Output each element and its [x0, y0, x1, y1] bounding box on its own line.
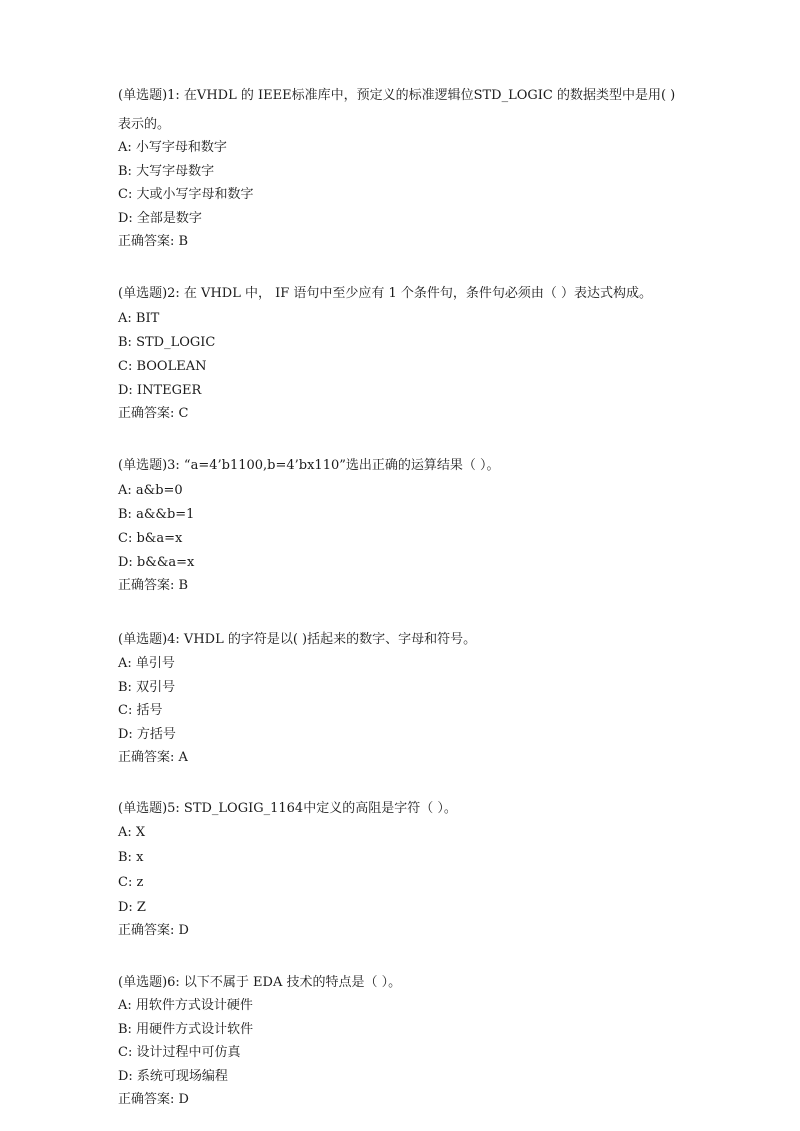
option-d: D: 方括号 — [118, 727, 176, 742]
question-stem: (单选题)2: 在 VHDL 中， IF 语句中至少应有 1 个条件句，条件句必须由（ ）表达式构成。 — [118, 286, 653, 301]
option-c: C: BOOLEAN — [118, 359, 207, 374]
option-c: C: 设计过程中可仿真 — [118, 1045, 241, 1060]
option-c: C: 大或小写字母和数字 — [118, 187, 254, 202]
question-stem: (单选题)3: “a=4’b1100,b=4’bx110”选出正确的运算结果（ ）。 — [118, 458, 500, 473]
option-c: C: 括号 — [118, 703, 163, 718]
option-a: A: a&b=0 — [118, 483, 183, 498]
option-a: A: 用软件方式设计硬件 — [118, 998, 253, 1013]
option-a: A: 单引号 — [118, 656, 175, 671]
option-a: A: BIT — [118, 311, 160, 326]
correct-answer: 正确答案: D — [118, 1092, 189, 1107]
option-b: B: 双引号 — [118, 680, 176, 695]
option-b: B: 大写字母数字 — [118, 164, 215, 179]
question-stem: (单选题)5: STD_LOGIG_1164中定义的高阻是字符（ ）。 — [118, 801, 457, 816]
option-d: D: 系统可现场编程 — [118, 1069, 228, 1084]
correct-answer: 正确答案: B — [118, 234, 189, 249]
correct-answer: 正确答案: A — [118, 750, 188, 765]
option-b: B: 用硬件方式设计软件 — [118, 1022, 254, 1037]
correct-answer: 正确答案: D — [118, 923, 189, 938]
correct-answer: 正确答案: C — [118, 406, 189, 421]
option-b: B: x — [118, 850, 144, 865]
question-stem: (单选题)4: VHDL 的字符是以( )括起来的数字、字母和符号。 — [118, 632, 477, 647]
option-a: A: X — [118, 825, 146, 840]
question-stem: (单选题)1: 在VHDL 的 IEEE标准库中，预定义的标准逻辑位STD_LOGIC 的数据类型中是用( ) — [118, 88, 676, 103]
option-a: A: 小写字母和数字 — [118, 140, 227, 155]
option-c: C: b&a=x — [118, 531, 183, 546]
question-stem: (单选题)6: 以下不属于 EDA 技术的特点是（ ）。 — [118, 975, 402, 990]
option-d: D: Z — [118, 900, 146, 915]
option-b: B: a&&b=1 — [118, 507, 195, 522]
option-d: D: b&&a=x — [118, 555, 195, 570]
correct-answer: 正确答案: B — [118, 578, 189, 593]
option-d: D: INTEGER — [118, 383, 202, 398]
option-c: C: z — [118, 875, 144, 890]
option-b: B: STD_LOGIC — [118, 335, 216, 350]
question-stem-continued: 表示的。 — [118, 117, 171, 132]
option-d: D: 全部是数字 — [118, 211, 202, 226]
